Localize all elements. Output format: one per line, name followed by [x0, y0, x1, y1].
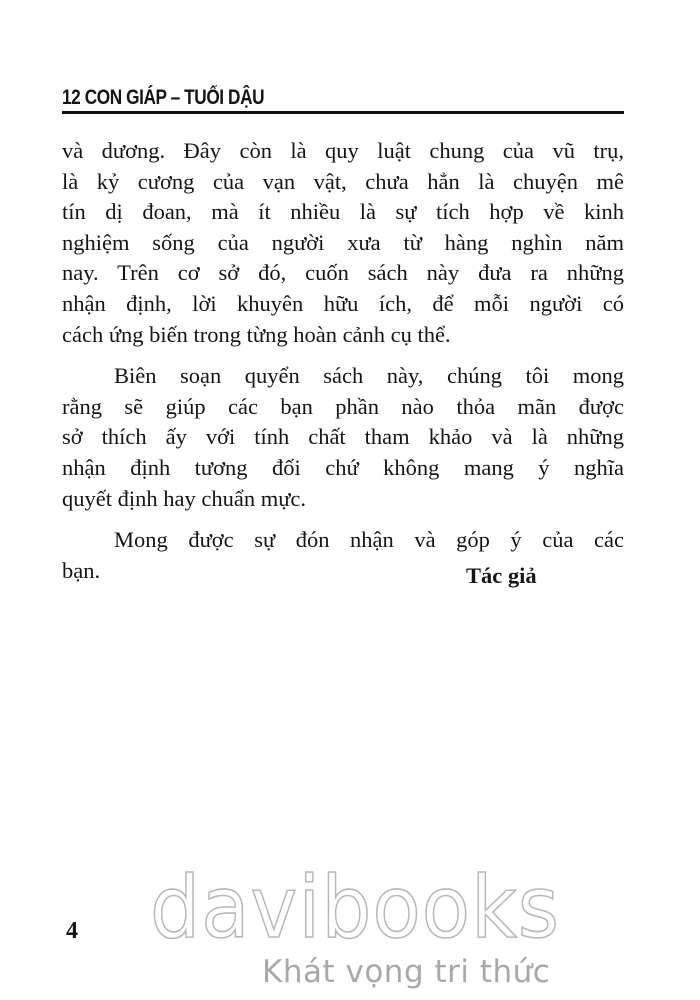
paragraph-line: nhận định tương đối chứ không mang ý nghĩa: [62, 454, 624, 480]
paragraph-line: quyết định hay chuẩn mực.: [62, 485, 307, 511]
paragraph-1: [62, 136, 624, 350]
paragraph-line: là kỷ cương của vạn vật, chưa hẳn là chuyện mê: [62, 168, 624, 194]
page-number: 4: [66, 918, 78, 944]
paragraph-line: cách ứng biến trong từng hoàn cảnh cụ thể.: [62, 321, 451, 347]
body-text: [62, 136, 624, 586]
paragraph-line: nay. Trên cơ sở đó, cuốn sách này đưa ra những: [62, 260, 624, 286]
paragraph-line: sở thích ấy với tính chất tham khảo và là những: [62, 424, 624, 450]
paragraph-line: nhận định, lời khuyên hữu ích, để mỗi người có: [62, 290, 624, 316]
paragraph-line: nghiệm sống của người xưa từ hàng nghìn năm: [62, 229, 624, 255]
paragraph-line: rằng sẽ giúp các bạn phần nào thỏa mãn được: [62, 393, 624, 419]
paragraph-line: Mong được sự đón nhận và góp ý của các: [114, 527, 624, 553]
running-header: 12 CON GIÁP – TUỔI DẬU: [62, 86, 265, 109]
header-rule: [62, 111, 624, 114]
paragraph-line: và dương. Đây còn là quy luật chung của vũ trụ,: [62, 138, 624, 163]
paragraph-line: bạn.: [62, 557, 101, 583]
watermark-logo: davibooks: [150, 858, 560, 958]
paragraph-line: tín dị đoan, mà ít nhiều là sự tích hợp về kinh: [62, 199, 624, 225]
paragraph-2: [62, 361, 624, 514]
watermark-tagline: Khát vọng tri thức: [262, 954, 551, 990]
paragraph-line: Biên soạn quyển sách này, chúng tôi mong: [114, 363, 624, 389]
paragraph-3: [62, 525, 624, 586]
author-signature: Tác giả: [466, 563, 537, 588]
